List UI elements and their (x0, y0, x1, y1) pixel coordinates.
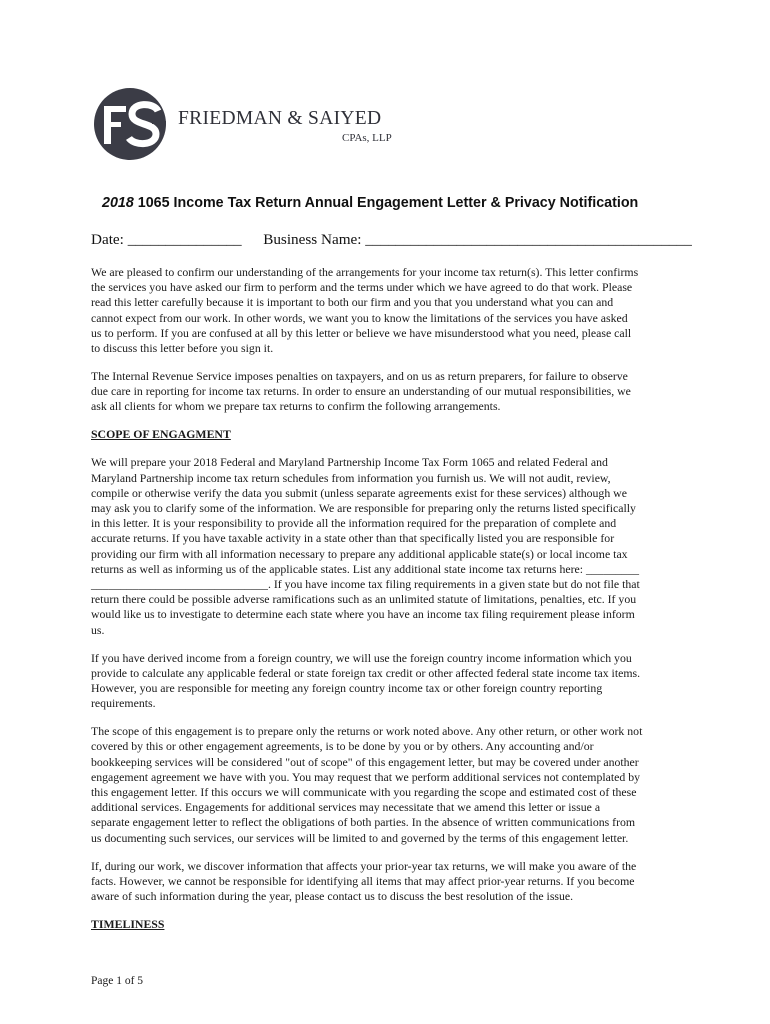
text-line: us. (91, 622, 105, 637)
paragraph-foreign (91, 651, 691, 712)
title-year: 2018 (102, 195, 134, 211)
text-line: in this letter. It is your responsibility to provide all the information required for the preparation of complete and (91, 516, 617, 531)
state-returns-line: returns as well as informing us of the applicable states. List any additional state income tax returns here: _________ (91, 561, 640, 576)
text-line: If you have derived income from a foreign country, we will use the foreign country income information which you (91, 650, 632, 665)
date-label: Date: (91, 231, 124, 248)
text-line: compile or otherwise verify the data you submit (unless separate agreements exist for these services) although we (91, 485, 627, 500)
text-line: us to perform. If you are confused at all by this letter or believe we have misunderstood what you need, please call (91, 325, 632, 340)
heading-scope: SCOPE OF ENGAGMENT (91, 427, 231, 442)
text-line: bookkeeping services will be considered "out of scope" of this engagement letter, but may be covered under another (91, 754, 639, 769)
business-name-field[interactable]: ___________________________________________ (365, 231, 692, 248)
text-line: Maryland Partnership income tax return schedules from information you furnish us. We will not audit, review, (91, 470, 611, 485)
text-line: due care in reporting for income tax returns. In order to ensure an understanding of our mutual responsibilities, we (91, 384, 631, 399)
text-line: We will prepare your 2018 Federal and Maryland Partnership Income Tax Form 1065 and related Federal and (91, 455, 608, 470)
text-line: aware of such information during the year, please contact us to discuss the best resolution of the issue. (91, 889, 574, 904)
text-line: requirements. (91, 696, 156, 711)
text-line: providing our firm with all information necessary to prepare any additional applicable state(s) or local income tax (91, 546, 628, 561)
paragraph-scope-limits (91, 724, 691, 846)
text-line: cannot expect from our work. In other words, we want you to know the limitations of the services you have asked (91, 310, 628, 325)
text-line: covered by this or other engagement agreements, is to be done by you or by others. Any accounting and/or (91, 739, 594, 754)
text-line: would like us to investigate to determine each state where you have an income tax filing requirement please inform (91, 607, 635, 622)
firm-logo (92, 84, 392, 164)
text-line: The scope of this engagement is to prepare only the returns or work noted above. Any other return, or other work not (91, 724, 643, 739)
paragraph-intro (91, 265, 691, 356)
text-line: ask all clients for whom we prepare tax returns to confirm the following arrangements. (91, 399, 501, 414)
paragraph-scope (91, 455, 691, 637)
firm-monogram-icon (92, 84, 172, 164)
document-title (102, 195, 682, 211)
text-line: We are pleased to confirm our understanding of the arrangements for your income tax return(s). This letter confirms (91, 265, 639, 279)
firm-subtitle: CPAs, LLP (342, 132, 392, 144)
text-line: read this letter carefully because it is important to both our firm and you that you understand what you can and (91, 295, 614, 310)
text-line: However, you are responsible for meeting any foreign country income tax or other foreign country reporting (91, 681, 603, 696)
text-line: facts. However, we cannot be responsible for identifying all items that may affect prior-year returns. If you become (91, 873, 635, 888)
text-line: additional services. Engagements for additional services may necessitate that we amend this letter or issue a (91, 800, 601, 815)
text-line: us documenting such services, our services will be limited to and governed by the terms of this engagement letter. (91, 830, 629, 845)
firm-name: FRIEDMAN & SAIYED (178, 108, 382, 129)
text-line: accurate returns. If you have taxable activity in a state other than that specifically listed you are responsible for (91, 531, 615, 546)
paragraph-prior-year (91, 859, 691, 905)
paragraph-irs (91, 369, 691, 415)
text-line: The Internal Revenue Service imposes penalties on taxpayers, and on us as return preparers, for failure to observe (91, 369, 628, 384)
heading-timeliness: TIMELINESS (91, 917, 165, 932)
date-field[interactable]: _______________ (127, 231, 242, 248)
text-line: to discuss this letter before you sign it. (91, 341, 274, 356)
text-line: separate engagement letter to reflect the obligations of both parties. In the absence of written communications from (91, 815, 636, 830)
page-number: Page 1 of 5 (91, 975, 144, 987)
text-line: this engagement letter. If this occurs we will communicate with you regarding the scope and estimated cost of these (91, 785, 637, 800)
letter-body (91, 265, 691, 945)
business-name-label: Business Name: (263, 231, 362, 248)
text-line: may ask you to clarify some of the information. We are responsible for preparing only the returns listed specifically (91, 501, 636, 516)
title-text: 1065 Income Tax Return Annual Engagement Letter & Privacy Notification (133, 195, 639, 211)
date-business-row (91, 231, 692, 249)
state-returns-blank[interactable]: ______________________________. If you have income tax filing requirements in a given state but do not file that (91, 577, 640, 592)
text-line: provide to calculate any applicable federal or state foreign tax credit or other affected federal state income tax items. (91, 665, 641, 680)
text-line: If, during our work, we discover information that affects your prior-year tax returns, we will make you aware of the (91, 858, 637, 873)
text-line: engagement agreement we have with you. You may request that we perform additional services not contemplated by (91, 769, 641, 784)
text-line: return there could be possible adverse ramifications such as an unlimited statute of limitations, penalties, etc. If you (91, 592, 637, 607)
text-line: the services you have asked our firm to perform and the terms under which we have agreed to do that work. Please (91, 280, 633, 295)
